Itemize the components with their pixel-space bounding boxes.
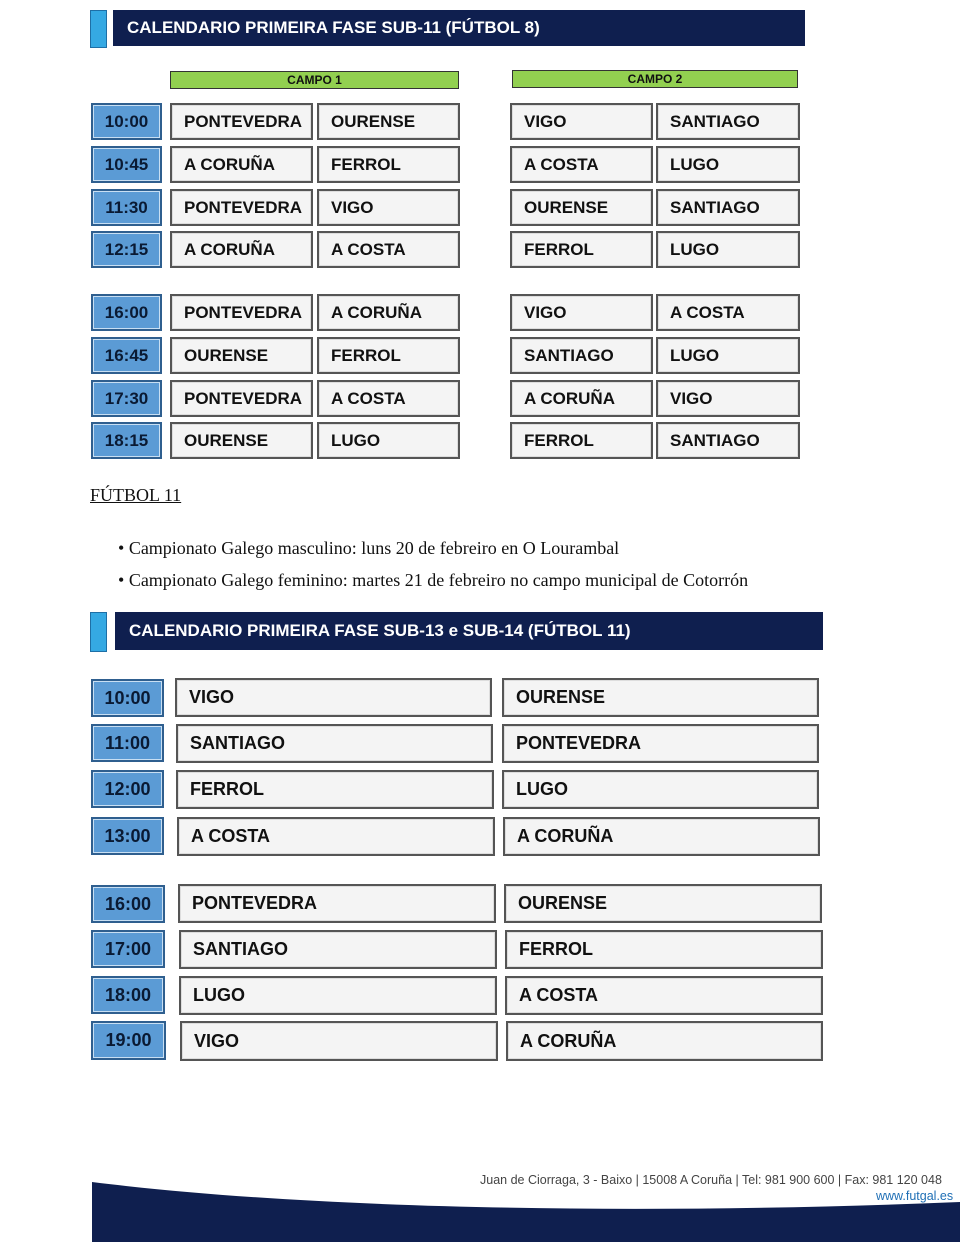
team-cell: PONTEVEDRA xyxy=(170,294,313,331)
team-cell: SANTIAGO xyxy=(656,422,800,459)
team-cell: LUGO xyxy=(656,337,800,374)
team-cell: FERROL xyxy=(510,231,653,268)
team-cell: LUGO xyxy=(656,231,800,268)
campo1-label: CAMPO 1 xyxy=(170,71,459,89)
campo2-label: CAMPO 2 xyxy=(512,70,798,88)
team-cell: A CORUÑA xyxy=(503,817,820,856)
team-cell: SANTIAGO xyxy=(656,189,800,226)
team-cell: A COSTA xyxy=(177,817,495,856)
team-cell: OURENSE xyxy=(502,678,819,717)
time-cell: 10:45 xyxy=(91,146,162,183)
time-cell: 12:00 xyxy=(91,770,164,808)
time-cell: 10:00 xyxy=(91,679,164,717)
team-cell: OURENSE xyxy=(170,422,313,459)
time-cell: 16:00 xyxy=(91,885,165,923)
team-cell: FERROL xyxy=(505,930,823,969)
team-cell: OURENSE xyxy=(510,189,653,226)
time-cell: 13:00 xyxy=(91,817,164,855)
team-cell: FERROL xyxy=(176,770,494,809)
bullet-text: Campionato Galego masculino: luns 20 de febreiro en O Lourambal xyxy=(128,538,620,558)
team-cell: FERROL xyxy=(317,337,460,374)
team-cell: PONTEVEDRA xyxy=(170,103,313,140)
team-cell: SANTIAGO xyxy=(179,930,497,969)
team-cell: A CORUÑA xyxy=(170,231,313,268)
time-cell: 11:00 xyxy=(91,724,164,762)
time-cell: 18:00 xyxy=(91,976,165,1014)
team-cell: FERROL xyxy=(317,146,460,183)
time-cell: 18:15 xyxy=(91,422,162,459)
team-cell: VIGO xyxy=(175,678,492,717)
time-cell: 16:45 xyxy=(91,337,162,374)
time-cell: 10:00 xyxy=(91,103,162,140)
team-cell: OURENSE xyxy=(317,103,460,140)
team-cell: LUGO xyxy=(656,146,800,183)
team-cell: VIGO xyxy=(180,1021,498,1061)
footer-swoosh-shape xyxy=(92,1182,960,1242)
team-cell: SANTIAGO xyxy=(510,337,653,374)
footer-url-link[interactable]: www.futgal.es xyxy=(876,1189,954,1203)
bullet-text: Campionato Galego feminino: martes 21 de febreiro no campo municipal de Cotorrón xyxy=(128,570,749,590)
team-cell: LUGO xyxy=(179,976,497,1015)
team-cell: A COSTA xyxy=(317,231,460,268)
team-cell: FERROL xyxy=(510,422,653,459)
team-cell: A COSTA xyxy=(656,294,800,331)
team-cell: VIGO xyxy=(656,380,800,417)
team-cell: A CORUÑA xyxy=(170,146,313,183)
section1-title: CALENDARIO PRIMEIRA FASE SUB-11 (FÚTBOL 8) xyxy=(113,10,805,46)
team-cell: VIGO xyxy=(510,103,653,140)
team-cell: A COSTA xyxy=(510,146,653,183)
team-cell: PONTEVEDRA xyxy=(178,884,496,923)
time-cell: 19:00 xyxy=(91,1021,166,1060)
team-cell: SANTIAGO xyxy=(176,724,493,763)
footer-address: Juan de Ciorraga, 3 - Baixo | 15008 A Coruña | Tel: 981 900 600 | Fax: 981 120 048 xyxy=(480,1173,942,1187)
team-cell: OURENSE xyxy=(504,884,822,923)
section2-title: CALENDARIO PRIMEIRA FASE SUB-13 e SUB-14 (FÚTBOL 11) xyxy=(115,612,823,650)
futbol11-heading: FÚTBOL 11 xyxy=(90,485,182,505)
team-cell: LUGO xyxy=(502,770,819,809)
team-cell: A COSTA xyxy=(317,380,460,417)
team-cell: A COSTA xyxy=(505,976,823,1015)
team-cell: PONTEVEDRA xyxy=(502,724,819,763)
footer-swoosh xyxy=(0,1170,960,1242)
list-item: • Campionato Galego feminino: martes 21 de febreiro no campo municipal de Cotorrón xyxy=(118,570,749,590)
team-cell: A CORUÑA xyxy=(506,1021,823,1061)
time-cell: 12:15 xyxy=(91,231,162,268)
team-cell: A CORUÑA xyxy=(510,380,653,417)
section1-accent xyxy=(90,10,107,48)
team-cell: VIGO xyxy=(510,294,653,331)
section2-accent xyxy=(90,612,107,652)
team-cell: A CORUÑA xyxy=(317,294,460,331)
team-cell: VIGO xyxy=(317,189,460,226)
team-cell: SANTIAGO xyxy=(656,103,800,140)
time-cell: 17:00 xyxy=(91,930,165,968)
list-item: • Campionato Galego masculino: luns 20 de febreiro en O Lourambal xyxy=(118,538,620,558)
time-cell: 17:30 xyxy=(91,380,162,417)
team-cell: PONTEVEDRA xyxy=(170,380,313,417)
bullet-list xyxy=(118,532,748,596)
team-cell: PONTEVEDRA xyxy=(170,189,313,226)
team-cell: OURENSE xyxy=(170,337,313,374)
time-cell: 11:30 xyxy=(91,189,162,226)
time-cell: 16:00 xyxy=(91,294,162,331)
team-cell: LUGO xyxy=(317,422,460,459)
